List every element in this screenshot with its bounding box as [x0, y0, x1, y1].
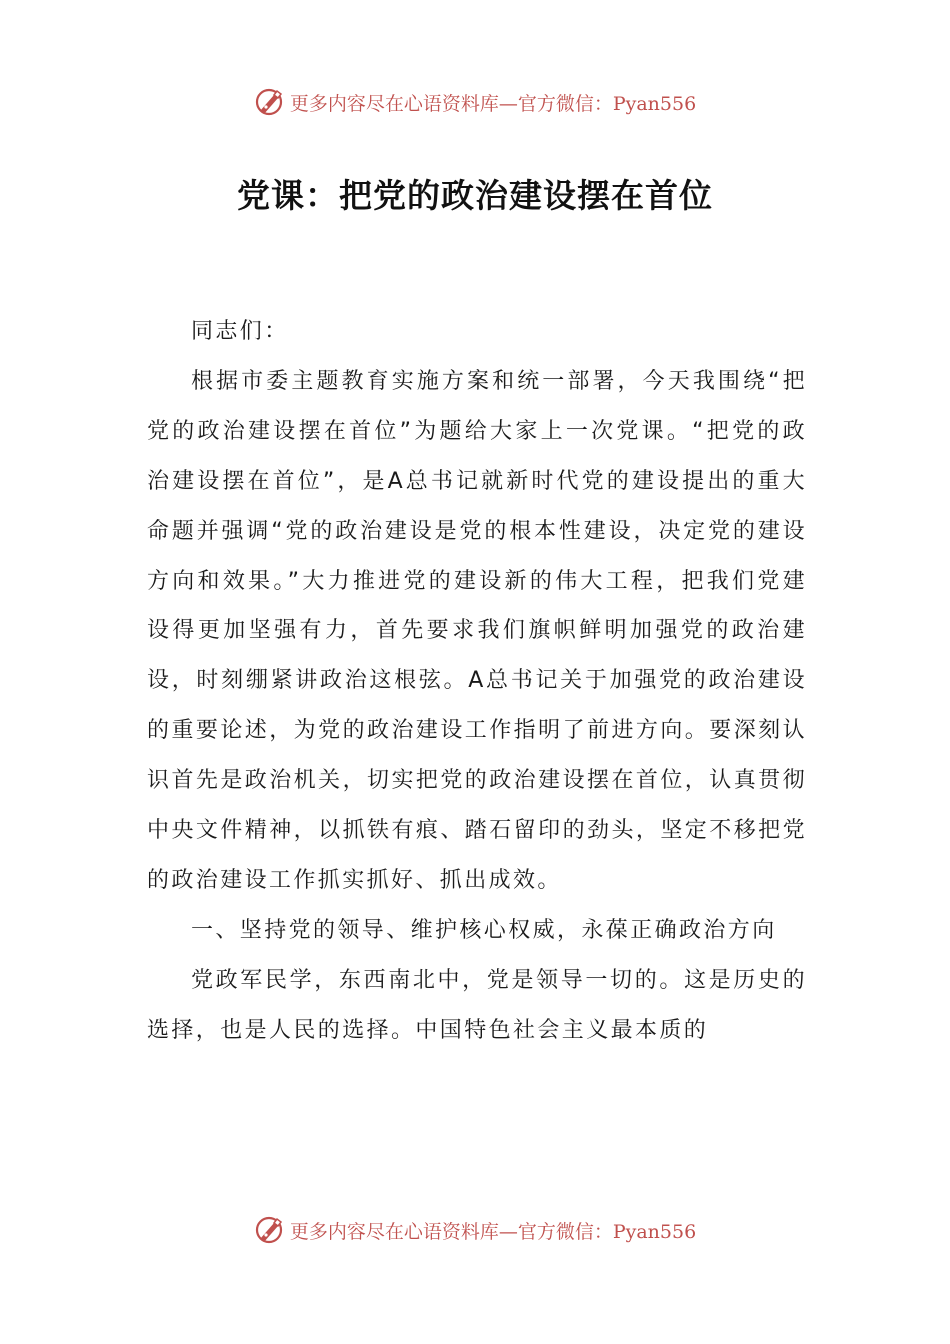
section-heading: 一、坚持党的领导、维护核心权威，永葆正确政治方向	[191, 917, 777, 943]
salutation: 同志们：	[191, 319, 289, 344]
paragraph: 党政军民学，东西南北中，党是领导一切的。这是历史的选择，也是人民的选择。中国特色社会主义最本质的	[147, 967, 807, 1043]
watermark-text: 更多内容尽在心语资料库—官方微信：Pyan556	[289, 1220, 697, 1243]
watermark-banner-bottom	[0, 1212, 950, 1248]
paragraph: 根据市委主题教育实施方案和统一部署，今天我围绕“把党的政治建设摆在首位”为题给大家上一次党课。“把党的政治建设摆在首位”，是A总书记就新时代党的建设提出的重大命题并强调“党的政治建设是党的根本性建设，决定党的建设方向和效果。”大力推进党的建设新的伟大工程，把我们党建设得更加坚强有力，首先要求我们旗帜鲜明加强党的政治建设，时刻绷紧讲政治这根弦。A总书记关于加强党的政治建设的重要论述，为党的政治建设工作指明了前进方向。要深刻认识首先是政治机关，切实把党的政治建设摆在首位，认真贯彻中央文件精神，以抓铁有痕、踏石留印的劲头，坚定不移把党的政治建设工作抓实抓好、抓出成效。	[147, 368, 807, 893]
pen-nib-circle-icon	[254, 1215, 284, 1245]
pen-nib-circle-icon	[254, 87, 284, 117]
watermark-text: 更多内容尽在心语资料库—官方微信：Pyan556	[289, 92, 697, 115]
watermark-banner-top	[0, 84, 950, 120]
document-title: 党课：把党的政治建设摆在首位	[237, 176, 713, 215]
document-body	[147, 307, 807, 1056]
